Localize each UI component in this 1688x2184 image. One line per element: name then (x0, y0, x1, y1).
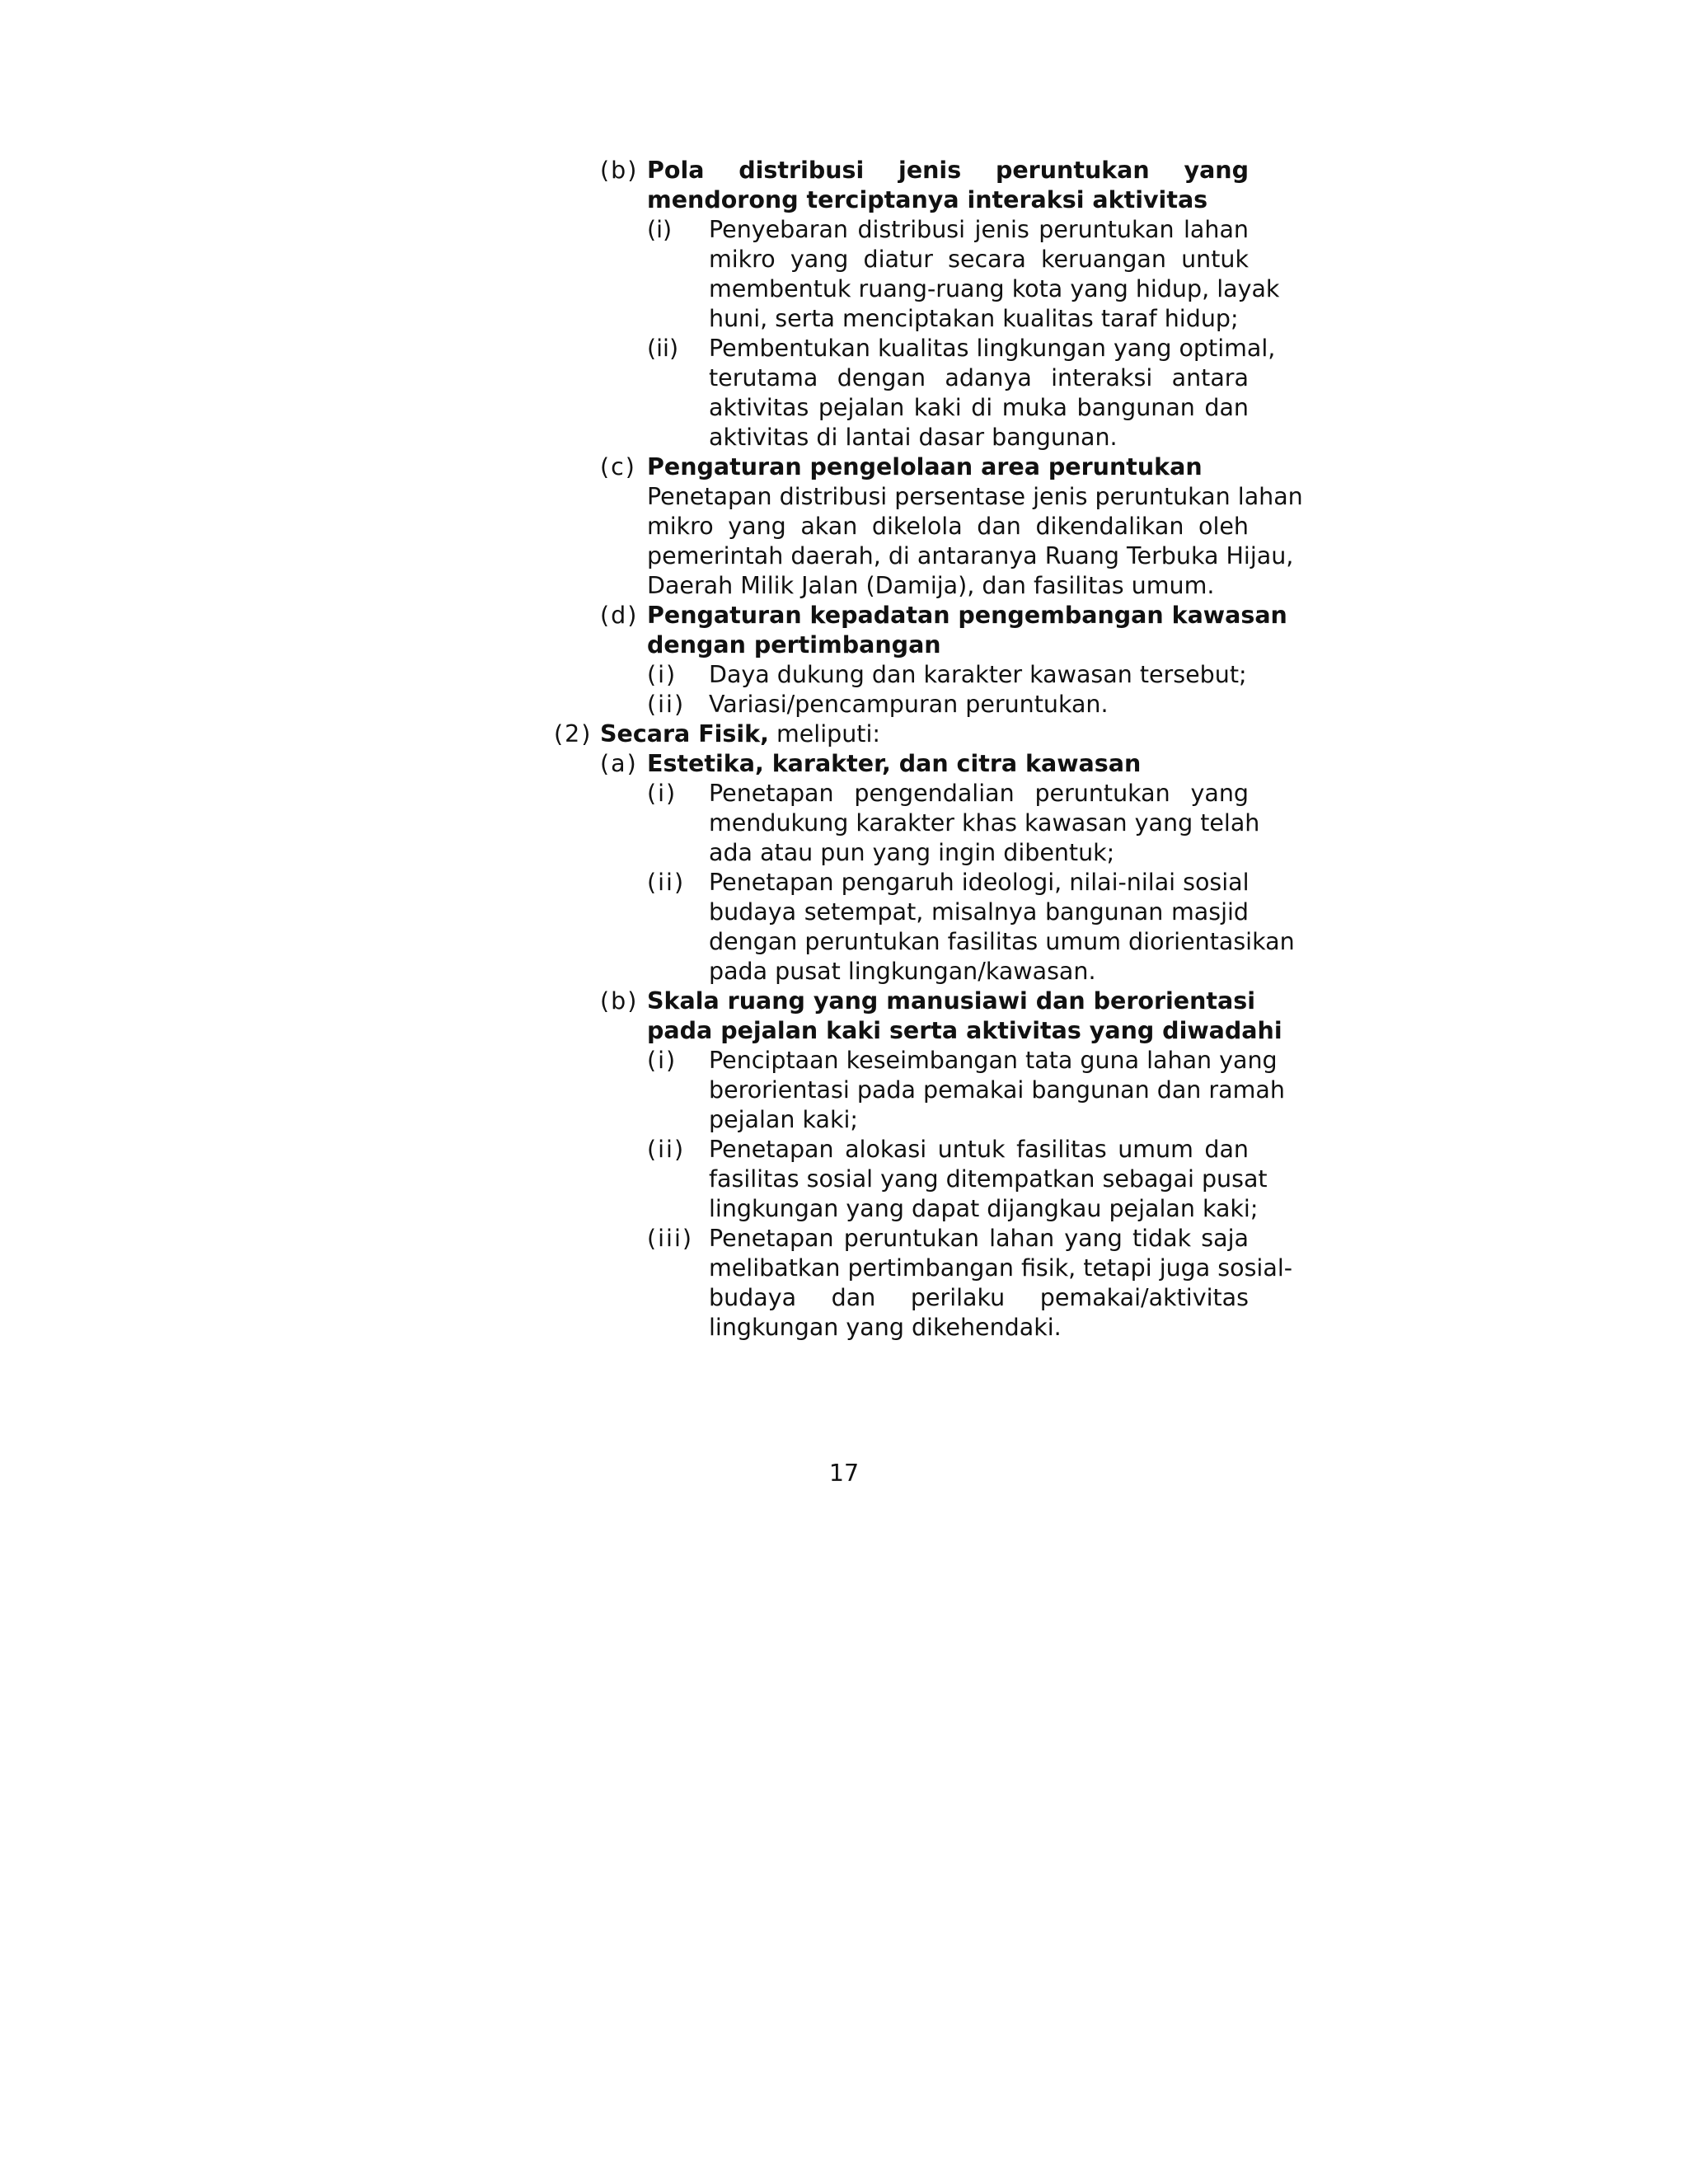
paragraph-line: pada pusat lingkungan/kawasan. (709, 958, 1096, 985)
paragraph-line: Penetapan distribusi persentase jenis peruntukan lahan (647, 483, 1303, 510)
paragraph-line: ada atau pun yang ingin dibentuk; (709, 839, 1115, 866)
paragraph-line: Penciptaan keseimbangan tata guna lahan yang (709, 1047, 1278, 1074)
section-heading: mendorong terciptanya interaksi aktivitas (647, 186, 1208, 213)
section-title (600, 719, 880, 749)
subitem-marker: (ii) (647, 691, 686, 718)
section-heading: Pola distribusi jenis peruntukan yang (647, 157, 1249, 184)
section-heading: Pengaturan pengelolaan area peruntukan (647, 453, 1203, 480)
paragraph-line: budaya setempat, misalnya bangunan masjid (709, 898, 1249, 926)
paragraph-line: Variasi/pencampuran peruntukan. (709, 691, 1109, 718)
section-title-rest: meliputi: (768, 720, 880, 748)
paragraph-line: berorientasi pada pemakai bangunan dan ramah (709, 1076, 1285, 1104)
subitem-marker: (i) (647, 216, 673, 243)
section-title-bold: Secara Fisik, (600, 720, 769, 748)
paragraph-line: Penyebaran distribusi jenis peruntukan lahan (709, 216, 1249, 243)
subitem-marker: (ii) (647, 869, 686, 896)
paragraph-line: huni, serta menciptakan kualitas taraf hidup; (709, 305, 1239, 332)
section-heading: Pengaturan kepadatan pengembangan kawasan (647, 602, 1287, 629)
paragraph-line: pemerintah daerah, di antaranya Ruang Terbuka Hijau, (647, 542, 1294, 569)
item-marker: (b) (600, 157, 639, 184)
paragraph-line: budaya dan perilaku pemakai/aktivitas (709, 1284, 1249, 1311)
paragraph-line: mikro yang akan dikelola dan dikendalikan oleh (647, 513, 1249, 540)
subitem-marker: (ii) (647, 1136, 686, 1163)
paragraph-line: pejalan kaki; (709, 1106, 859, 1133)
section-heading: Skala ruang yang manusiawi dan berorientasi (647, 987, 1255, 1015)
subitem-marker: (iii) (647, 1225, 693, 1252)
paragraph-line: mendukung karakter khas kawasan yang telah (709, 809, 1260, 837)
paragraph-line: Penetapan alokasi untuk fasilitas umum dan (709, 1136, 1249, 1163)
paragraph-line: Penetapan peruntukan lahan yang tidak saja (709, 1225, 1249, 1252)
paragraph-line: terutama dengan adanya interaksi antara (709, 364, 1249, 391)
paragraph-line: dengan peruntukan fasilitas umum diorientasikan (709, 928, 1295, 955)
subitem-marker: (i) (647, 661, 678, 688)
item-marker: (b) (600, 987, 639, 1015)
paragraph-line: melibatkan pertimbangan fisik, tetapi juga sosial- (709, 1254, 1293, 1282)
paragraph-line: Daerah Milik Jalan (Damija), dan fasilitas umum. (647, 572, 1215, 599)
paragraph-line: Pembentukan kualitas lingkungan yang optimal, (709, 335, 1276, 362)
paragraph-line: membentuk ruang-ruang kota yang hidup, layak (709, 275, 1280, 302)
section-marker: (2) (554, 720, 593, 748)
page-number: 17 (828, 1460, 860, 1487)
paragraph-line: Penetapan pengendalian peruntukan yang (709, 780, 1249, 807)
section-heading: pada pejalan kaki serta aktivitas yang diwadahi (647, 1017, 1282, 1044)
paragraph-line: aktivitas di lantai dasar bangunan. (709, 424, 1118, 451)
section-heading: Estetika, karakter, dan citra kawasan (647, 750, 1142, 777)
paragraph-line: mikro yang diatur secara keruangan untuk (709, 246, 1249, 273)
paragraph-line: lingkungan yang dapat dijangkau pejalan kaki; (709, 1195, 1259, 1222)
paragraph-line: fasilitas sosial yang ditempatkan sebagai pusat (709, 1165, 1268, 1193)
section-heading: dengan pertimbangan (647, 631, 941, 658)
subitem-marker: (i) (647, 1047, 678, 1074)
item-marker: (a) (600, 750, 638, 777)
subitem-marker: (i) (647, 780, 678, 807)
item-marker: (c) (600, 453, 636, 480)
subitem-marker: (ii) (647, 335, 679, 362)
paragraph-line: Daya dukung dan karakter kawasan tersebut; (709, 661, 1247, 688)
paragraph-line: aktivitas pejalan kaki di muka bangunan dan (709, 394, 1249, 421)
paragraph-line: Penetapan pengaruh ideologi, nilai-nilai sosial (709, 869, 1250, 896)
paragraph-line: lingkungan yang dikehendaki. (709, 1314, 1062, 1341)
item-marker: (d) (600, 602, 639, 629)
